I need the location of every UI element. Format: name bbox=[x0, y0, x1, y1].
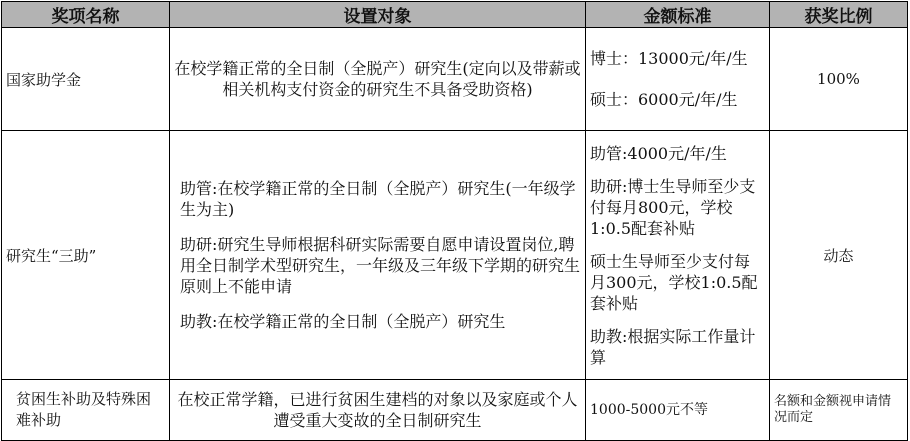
target-text: 在校正常学籍，已进行贫困生建档的对象以及家庭或个人遭受重大变故的全日制研究生 bbox=[177, 390, 578, 430]
award-name: 研究生“三助” bbox=[2, 131, 170, 380]
award-ratio: 100% bbox=[770, 28, 908, 131]
award-amount bbox=[586, 131, 770, 380]
target-text: 在校学籍正常的全日制（全脱产）研究生(定向以及带薪或相关机构支付资金的研究生不具备受助资格) bbox=[174, 59, 581, 99]
award-target bbox=[170, 131, 586, 380]
header-ratio: 获奖比例 bbox=[770, 2, 908, 28]
award-amount bbox=[586, 28, 770, 131]
header-target: 设置对象 bbox=[170, 2, 586, 28]
amount-text: 助管:4000元/年/生 bbox=[590, 143, 727, 163]
amount-text: 1000-5000元不等 bbox=[590, 401, 708, 418]
target-text: 助研:研究生导师根据科研实际需要自愿申请设置岗位,聘用全日制学术型研究生，一年级及三年级下学期的研究生原则上不能申请 bbox=[180, 235, 581, 296]
amount-text: 助研:博士生导师至少支付每月800元，学校1:0.5配套补贴 bbox=[590, 176, 756, 238]
scholarship-table bbox=[1, 1, 908, 441]
header-award-name: 奖项名称 bbox=[2, 2, 170, 28]
table-row bbox=[2, 131, 908, 380]
amount-text: 助教:根据实际工作量计算 bbox=[590, 326, 756, 367]
award-name: 国家助学金 bbox=[2, 28, 170, 131]
amount-text: 硕士生导师至少支付每月300元，学校1:0.5配套补贴 bbox=[590, 251, 758, 313]
header-row bbox=[2, 2, 908, 28]
award-name: 贫困生补助及特殊困难补助 bbox=[2, 380, 170, 441]
target-text: 助教:在校学籍正常的全日制（全脱产）研究生 bbox=[180, 312, 506, 331]
amount-text: 硕士：6000元/年/生 bbox=[590, 90, 738, 109]
award-amount bbox=[586, 380, 770, 441]
award-target bbox=[170, 380, 586, 441]
table-row bbox=[2, 28, 908, 131]
award-target bbox=[170, 28, 586, 131]
award-ratio: 名额和金额视申请情况而定 bbox=[770, 380, 908, 441]
header-amount: 金额标准 bbox=[586, 2, 770, 28]
target-text: 助管:在校学籍正常的全日制（全脱产）研究生(一年级学生为主) bbox=[180, 179, 576, 219]
award-ratio: 动态 bbox=[770, 131, 908, 380]
amount-text: 博士：13000元/年/生 bbox=[590, 49, 748, 68]
table-row bbox=[2, 380, 908, 441]
